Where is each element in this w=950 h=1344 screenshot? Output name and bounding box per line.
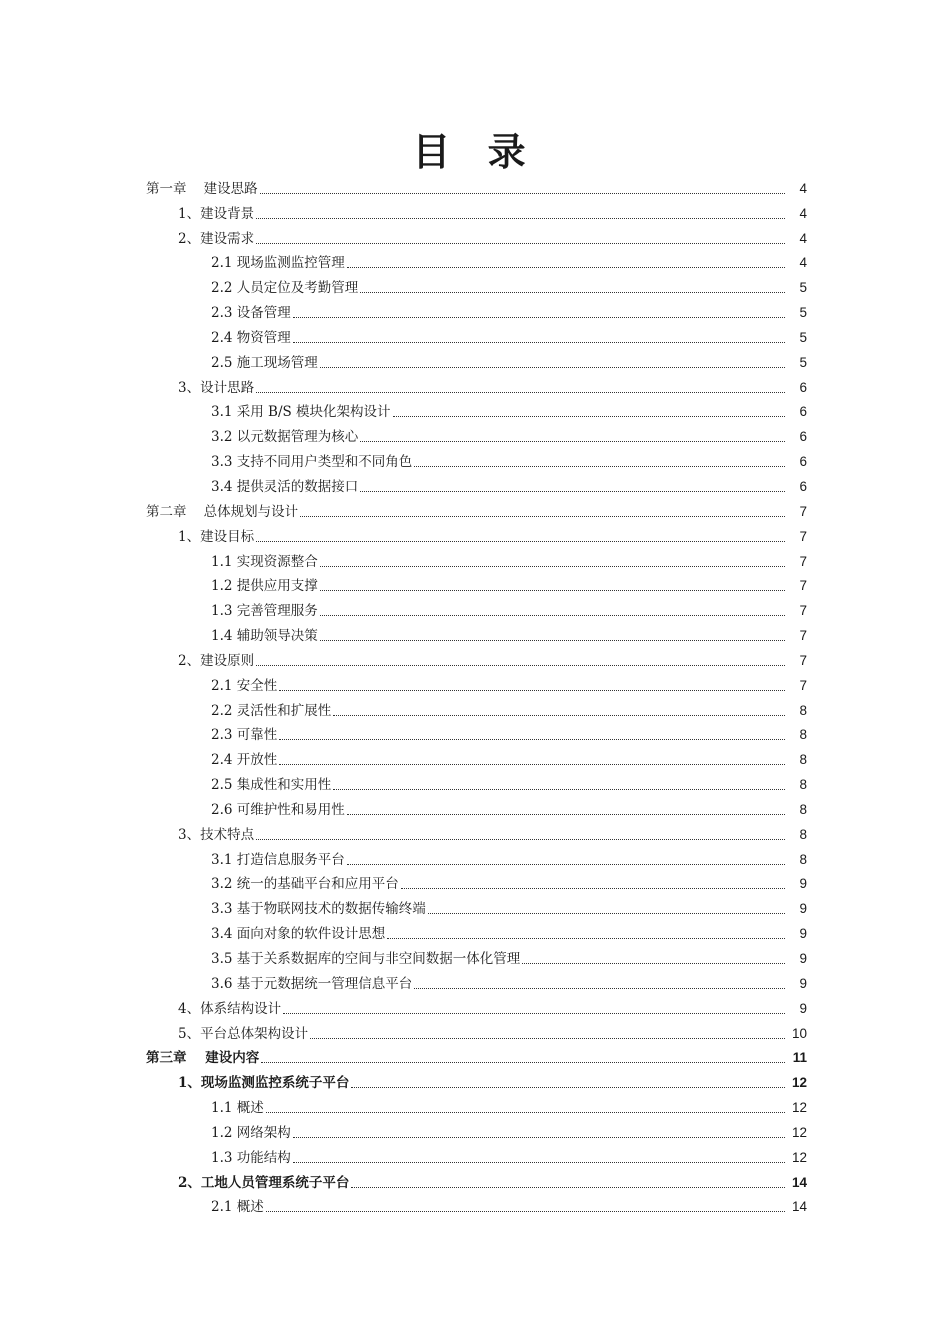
toc-dot-leader <box>401 887 785 889</box>
toc-dot-leader <box>320 614 785 616</box>
toc-entry-page-number: 6 <box>799 454 807 470</box>
toc-dot-leader <box>320 639 785 641</box>
toc-dot-leader <box>347 266 785 268</box>
toc-dot-leader <box>256 664 785 666</box>
toc-entry[interactable] <box>0 596 950 621</box>
toc-entry-label: 1、现场监测监控系统子平台 <box>178 1075 350 1092</box>
toc-entry[interactable] <box>0 770 950 795</box>
toc-entry-label: 2.2 灵活性和扩展性 <box>211 702 332 719</box>
toc-entry-page-number: 7 <box>799 603 807 619</box>
toc-dot-leader <box>283 1012 785 1014</box>
toc-entry-page-number: 6 <box>799 429 807 445</box>
toc-entry-page-number: 7 <box>799 503 807 519</box>
toc-entry-page-number: 4 <box>799 205 807 221</box>
toc-entry-label: 3.6 基于元数据统一管理信息平台 <box>211 975 413 992</box>
toc-entry-label: 2.4 开放性 <box>211 752 278 769</box>
toc-entry-label: 3.4 面向对象的软件设计思想 <box>211 926 386 943</box>
toc-entry-label: 3、技术特点 <box>178 826 255 843</box>
toc-entry[interactable] <box>0 298 950 323</box>
toc-entry[interactable] <box>0 795 950 820</box>
toc-dot-leader <box>428 912 785 914</box>
toc-entry-label: 2.2 人员定位及考勤管理 <box>211 280 359 297</box>
toc-entry[interactable] <box>0 522 950 547</box>
toc-entry-page-number: 10 <box>791 1025 807 1041</box>
toc-entry[interactable] <box>0 273 950 298</box>
toc-dot-leader <box>351 1086 785 1088</box>
toc-entry[interactable] <box>0 870 950 895</box>
toc-entry-label: 2.5 施工现场管理 <box>211 354 318 371</box>
toc-entry-page-number: 14 <box>791 1199 807 1215</box>
toc-entry[interactable] <box>0 174 950 199</box>
toc-entry-label: 4、体系结构设计 <box>178 1000 282 1017</box>
toc-entry[interactable] <box>0 249 950 274</box>
toc-entry[interactable] <box>0 994 950 1019</box>
toc-entry-label: 3.5 基于关系数据库的空间与非空间数据一体化管理 <box>211 951 521 967</box>
toc-entry-page-number: 8 <box>799 727 807 743</box>
toc-entry[interactable] <box>0 745 950 770</box>
toc-dot-leader <box>279 763 785 765</box>
toc-entry-page-number: 5 <box>799 354 807 370</box>
toc-entry-page-number: 9 <box>799 951 807 966</box>
toc-dot-leader <box>256 242 785 244</box>
toc-entry-page-number: 12 <box>791 1100 807 1116</box>
toc-dot-leader <box>261 1061 785 1063</box>
toc-entry-page-number: 6 <box>799 478 807 494</box>
toc-entry-label: 1、建设背景 <box>178 205 255 222</box>
toc-entry-page-number: 5 <box>799 329 807 345</box>
toc-entry-label: 1.3 完善管理服务 <box>211 603 318 620</box>
toc-entry[interactable] <box>0 1168 950 1193</box>
toc-dot-leader <box>320 589 785 591</box>
toc-entry-page-number: 7 <box>799 628 807 644</box>
toc-dot-leader <box>260 192 785 194</box>
toc-entry-label: 1.2 网络架构 <box>211 1124 291 1141</box>
toc-dot-leader <box>360 490 785 492</box>
toc-entry[interactable] <box>0 199 950 224</box>
toc-entry-label: 2.1 安全性 <box>211 677 278 694</box>
toc-entry-page-number: 6 <box>799 379 807 395</box>
toc-dot-leader <box>256 217 785 219</box>
toc-entry-page-number: 8 <box>799 826 807 842</box>
toc-entry-page-number: 8 <box>799 752 807 768</box>
toc-entry[interactable] <box>0 1019 950 1044</box>
toc-entry-page-number: 8 <box>799 801 807 817</box>
toc-entry-label: 3.4 提供灵活的数据接口 <box>211 478 359 495</box>
toc-entry[interactable] <box>0 323 950 348</box>
toc-entry-label: 1.2 提供应用支撑 <box>211 578 318 595</box>
toc-entry-page-number: 12 <box>791 1075 807 1091</box>
toc-entry-page-number: 8 <box>799 777 807 793</box>
toc-entry[interactable] <box>0 944 950 969</box>
toc-entry[interactable] <box>0 696 950 721</box>
toc-entry[interactable] <box>0 1193 950 1218</box>
toc-dot-leader <box>360 291 785 293</box>
toc-entry-label: 3.1 打造信息服务平台 <box>211 851 345 868</box>
toc-entry-page-number: 9 <box>799 901 807 917</box>
toc-entry[interactable] <box>0 348 950 373</box>
toc-entry-label: 1.3 功能结构 <box>211 1149 291 1166</box>
toc-entry[interactable] <box>0 547 950 572</box>
toc-dot-leader <box>279 689 785 691</box>
toc-entry[interactable] <box>0 398 950 423</box>
toc-entry-label: 2.5 集成性和实用性 <box>211 777 332 794</box>
toc-entry[interactable] <box>0 572 950 597</box>
toc-entry[interactable] <box>0 671 950 696</box>
toc-dot-leader <box>293 1136 785 1138</box>
toc-entry-page-number: 7 <box>799 652 807 668</box>
toc-entry-label: 2.1 概述 <box>211 1199 264 1216</box>
toc-entry-page-number: 9 <box>799 876 807 892</box>
toc-entry-page-number: 6 <box>799 404 807 420</box>
toc-entry-label: 1.4 辅助领导决策 <box>211 628 318 645</box>
toc-dot-leader <box>256 838 785 840</box>
toc-entry-page-number: 4 <box>799 255 807 271</box>
toc-dot-leader <box>347 813 785 815</box>
toc-dot-leader <box>310 1037 785 1039</box>
toc-entry-label: 3.3 基于物联网技术的数据传输终端 <box>211 901 426 918</box>
toc-entry[interactable] <box>0 721 950 746</box>
toc-entry[interactable] <box>0 894 950 919</box>
toc-dot-leader <box>320 565 785 567</box>
toc-entry-label: 第三章 建设内容 <box>146 1050 260 1067</box>
toc-dot-leader <box>333 714 785 716</box>
toc-entry-page-number: 9 <box>799 926 807 942</box>
toc-entry[interactable] <box>0 1143 950 1168</box>
toc-dot-leader <box>266 1111 785 1113</box>
toc-entry-label: 2.6 可维护性和易用性 <box>211 801 345 818</box>
toc-entry[interactable] <box>0 845 950 870</box>
toc-entry-label: 2.1 现场监测监控管理 <box>211 255 345 272</box>
toc-entry-label: 3、设计思路 <box>178 379 255 396</box>
toc-entry-page-number: 7 <box>799 553 807 569</box>
toc-entry-page-number: 8 <box>799 851 807 867</box>
toc-entry-page-number: 5 <box>799 305 807 321</box>
toc-dot-leader <box>351 1186 785 1188</box>
toc-dot-leader <box>387 937 785 939</box>
table-of-contents <box>0 174 950 1217</box>
toc-dot-leader <box>333 788 785 790</box>
toc-entry-label: 2、建设需求 <box>178 230 255 247</box>
toc-entry-label: 3.1 采用 B/S 模块化架构设计 <box>211 404 391 421</box>
toc-dot-leader <box>256 391 785 393</box>
toc-entry-page-number: 8 <box>799 702 807 718</box>
toc-entry-page-number: 12 <box>791 1149 807 1165</box>
toc-entry-page-number: 4 <box>799 180 807 196</box>
toc-entry[interactable] <box>0 919 950 944</box>
toc-entry[interactable] <box>0 646 950 671</box>
toc-dot-leader <box>360 440 785 442</box>
toc-dot-leader <box>293 316 785 318</box>
toc-entry-page-number: 7 <box>799 677 807 693</box>
toc-entry[interactable] <box>0 969 950 994</box>
toc-entry-label: 2、工地人员管理系统子平台 <box>178 1174 350 1191</box>
toc-entry-label: 2.3 设备管理 <box>211 305 291 322</box>
toc-entry[interactable] <box>0 224 950 249</box>
toc-entry-label: 3.2 统一的基础平台和应用平台 <box>211 876 399 893</box>
page-title: 目 录 <box>412 130 538 174</box>
toc-entry-page-number: 5 <box>799 280 807 296</box>
toc-entry[interactable] <box>0 820 950 845</box>
toc-entry-page-number: 9 <box>799 1000 807 1016</box>
toc-entry-page-number: 7 <box>799 528 807 544</box>
toc-dot-leader <box>293 1161 785 1163</box>
toc-entry-page-number: 9 <box>799 975 807 991</box>
toc-entry[interactable] <box>0 373 950 398</box>
toc-entry-label: 5、平台总体架构设计 <box>178 1025 309 1042</box>
toc-dot-leader <box>320 366 785 368</box>
toc-entry-label: 2.3 可靠性 <box>211 727 278 744</box>
toc-entry-label: 第二章 总体规划与设计 <box>146 503 299 520</box>
toc-entry-page-number: 14 <box>791 1174 807 1190</box>
toc-dot-leader <box>300 515 785 517</box>
toc-entry-label: 1.1 概述 <box>211 1100 264 1117</box>
toc-entry-page-number: 12 <box>791 1124 807 1140</box>
toc-entry-label: 1、建设目标 <box>178 528 255 545</box>
toc-entry-label: 3.3 支持不同用户类型和不同角色 <box>211 454 413 471</box>
toc-entry[interactable] <box>0 497 950 522</box>
toc-dot-leader <box>414 987 785 989</box>
toc-entry[interactable] <box>0 422 950 447</box>
toc-entry[interactable] <box>0 472 950 497</box>
toc-entry-label: 1.1 实现资源整合 <box>211 553 318 570</box>
toc-entry[interactable] <box>0 1068 950 1093</box>
toc-entry-label: 第一章 建设思路 <box>146 180 258 197</box>
toc-entry[interactable] <box>0 621 950 646</box>
toc-entry-page-number: 11 <box>792 1050 807 1066</box>
toc-entry[interactable] <box>0 1118 950 1143</box>
toc-entry[interactable] <box>0 1044 950 1069</box>
toc-entry-label: 2.4 物资管理 <box>211 329 291 346</box>
toc-dot-leader <box>414 465 785 467</box>
toc-dot-leader <box>393 415 785 417</box>
toc-entry-label: 2、建设原则 <box>178 652 255 669</box>
toc-dot-leader <box>293 341 785 343</box>
toc-entry[interactable] <box>0 1093 950 1118</box>
toc-dot-leader <box>347 863 785 865</box>
toc-dot-leader <box>266 1210 785 1212</box>
toc-dot-leader <box>522 962 785 964</box>
toc-entry[interactable] <box>0 447 950 472</box>
toc-entry-label: 3.2 以元数据管理为核心 <box>211 429 359 446</box>
toc-entry-page-number: 4 <box>799 230 807 246</box>
toc-dot-leader <box>256 540 785 542</box>
toc-entry-page-number: 7 <box>799 578 807 594</box>
toc-dot-leader <box>279 738 785 740</box>
